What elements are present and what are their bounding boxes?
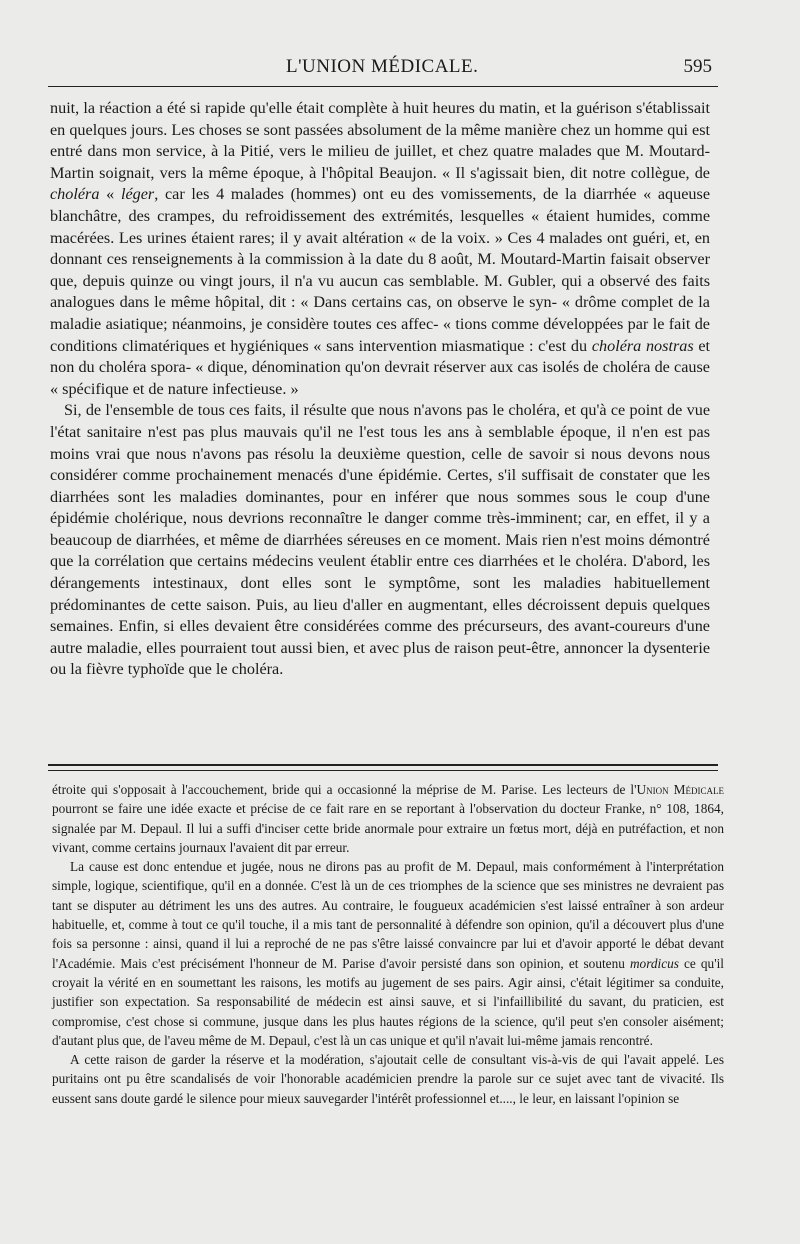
running-title: L'UNION MÉDICALE.: [286, 56, 479, 77]
feuilleton-paragraph-2: La cause est donc entendue et jugée, nous ne dirons pas au profit de M. Depaul, mais conformément à l'interprétation simple, logique, scientifique, qu'il en a donnée. C'est là un de ces triomphes de la science que ses ministres ne devraient pas tant se disputer au détriment les uns des autres. Au contraire, le fougueux académicien s'est laissé entraîner à son ardeur habituelle, et, comme à tout ce qu'il touche, il a mis tant de personnalité à défendre son opinion, qu'il a découvert plus d'une fois sa personne : ainsi, quand il lui a reproché de ne pas s'être laissé convaincre par lui et d'avoir apporté le débat devant l'Académie. Mais c'est précisément l'honneur de M. Parise d'avoir persisté dans son opinion, et soutenu mordicus ce qu'il croyait la vérité en en soumettant les raisons, les motifs au jugement de ses pairs. Agir ainsi, c'était légitimer sa conduite, justifier son expectation. Sa responsabilité de médecin est ainsi sauve, et si l'infaillibilité du savant, du praticien, est compromise, c'est chose si commune, jusque dans les plus hautes régions de la science, qu'il peut s'en consoler aisément; d'autant plus que, de l'aveu même de M. Depaul, c'est là un cas unique et qu'il n'avait lui-même jamais rencontré.: [52, 859, 724, 1048]
section-divider: [48, 764, 718, 771]
article-paragraph-2: Si, de l'ensemble de tous ces faits, il résulte que nous n'avons pas le choléra, et qu'à ce point de vue l'état sanitaire n'est pas plus mauvais qu'il ne l'est tous les ans à semblable époque, il n'en est pas moins vrai que nous n'avons pas résolu la deuxième question, celle de savoir si nous devons nous considérer comme prochainement menacés d'une épidémie. Certes, s'il suffisait de constater que les diarrhées sont les maladies dominantes, pour en inférer que nous sommes sous le coup d'une épidémie cholérique, nous devrions reconnaître le danger comme très-imminent; car, en effet, il y a beaucoup de diarrhées, et même de diarrhées séreuses en ce moment. Mais rien n'est moins démontré que la corrélation que certains médecins veulent établir entre ces diarrhées et le choléra. D'abord, les dérangements intestinaux, dont elles sont le symptôme, sont les maladies habituellement prédominantes de cette saison. Puis, au lieu d'aller en augmentant, elles décroissent depuis quelques semaines. Enfin, si elles devaient être considérées comme des précurseurs, des avant-coureurs d'une autre maladie, elles pourraient tout aussi bien, et avec plus de raison peut-être, annoncer la dysenterie ou la fièvre typhoïde que le choléra.: [50, 401, 710, 679]
main-article-text: [50, 98, 710, 681]
page-number: 595: [683, 56, 712, 77]
page-header: [48, 52, 712, 80]
feuilleton-paragraph-1: étroite qui s'opposait à l'accouchement, bride qui a occasionné la méprise de M. Parise. Les lecteurs de l'Union Médicale pourront se faire une idée exacte et précise de ce fait rare en se reportant à l'observation du docteur Franke, n° 108, 1864, signalée par M. Depaul. Il lui a suffi d'inciser cette bride anormale pour extraire un fœtus mort, déjà en putréfaction, et non vivant, comme certains journaux l'avaient dit par erreur.: [52, 782, 724, 855]
feuilleton-paragraph-3: A cette raison de garder la réserve et la modération, s'ajoutait celle de consultant vis-à-vis de qui l'avait appelé. Les puritains ont pu être scandalisés de voir l'honorable académicien prendre la parole sur ce sujet avec tant de vivacité. Ils eussent sans doute gardé le silence pour mieux sauvegarder l'intérêt professionnel et...., le leur, en laissant l'opinion se: [52, 1052, 724, 1106]
article-paragraph-1: nuit, la réaction a été si rapide qu'elle était complète à huit heures du matin, et la guérison s'établissait en quelques jours. Les choses se sont passées absolument de la même manière chez un homme qui est entré dans mon service, à la Pitié, vers le milieu de juillet, et chez quatre malades que M. Moutard-Martin soignait, vers la même époque, à l'hôpital Beaujon. « Il s'agissait bien, dit notre collègue, de choléra « léger, car les 4 malades (hommes) ont eu des vomissements, de la diarrhée « aqueuse blanchâtre, des crampes, du refroidissement des extrémités, lesquelles « étaient humides, comme macérées. Les urines étaient rares; il y avait altération « de la voix. » Ces 4 malades ont guéri, et, en donnant ces renseignements à la commission à la date du 8 août, M. Moutard-Martin faisait observer que, depuis quinze ou vingt jours, il n'a vu aucun cas semblable. M. Gubler, qui a observé des faits analogues dans le même hôpital, dit : « Dans certains cas, on observe le syn- « drôme complet de la maladie asiatique; néanmoins, je considère toutes ces affec- « tions comme développées par le fait de conditions climatériques et hygiéniques « sans intervention miasmatique : c'est du choléra nostras et non du choléra spora- « dique, dénomination qu'on devrait réserver aux cas isolés de choléra de cause « spécifique et de nature infectieuse. »: [50, 99, 711, 398]
header-rule: [48, 86, 718, 87]
feuilleton-text: [52, 780, 724, 1108]
